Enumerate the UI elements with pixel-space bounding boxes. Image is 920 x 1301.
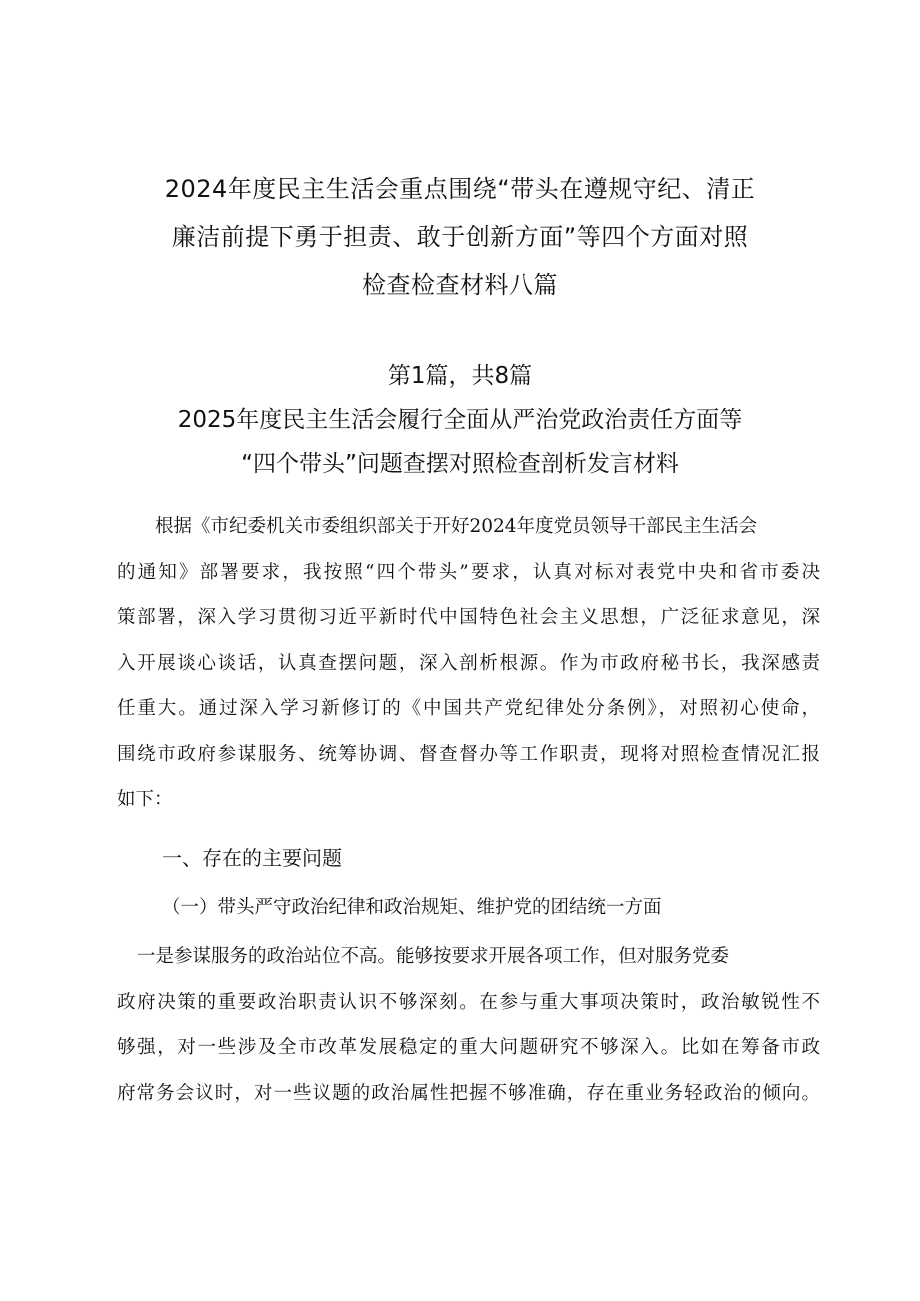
intro-paragraph (117, 504, 820, 823)
subtitle-line-2: “四个带头”问题查摆对照检查剖析发言材料 (241, 451, 679, 477)
article-header (0, 354, 920, 486)
section-heading: 一、存在的主要问题 (162, 846, 342, 870)
intro-line: 根据《市纪委机关市委组织部关于开好2024年度党员领导干部民主生活会 (155, 516, 758, 537)
part-label: 第1篇，共8篇 (387, 363, 533, 389)
subtitle-line-1: 2025年度民主生活会履行全面从严治党政治责任方面等 (177, 407, 743, 433)
point-line: 政府决策的重要政治职责认识不够深刻。在参与重大事项决策时，政治敏锐性不 (117, 991, 820, 1013)
intro-line: 任重大。通过深入学习新修订的《中国共产党纪律处分条例》，对照初心使命， (117, 698, 820, 719)
point-line: 一是参谋服务的政治站位不高。能够按要求开展各项工作，但对服务党委 (137, 946, 730, 967)
intro-line: 的通知》部署要求，我按照“四个带头”要求，认真对标对表党中央和省市委决 (117, 561, 820, 583)
point-paragraph (117, 934, 820, 1116)
intro-line: 策部署，深入学习贯彻习近平新时代中国特色社会主义思想，广泛征求意见，深 (117, 607, 820, 628)
title-line-2: 廉洁前提下勇于担责、敢于创新方面”等四个方面对照 (171, 223, 749, 251)
title-line-1: 2024年度民主生活会重点围绕“带头在遵规守纪、清正 (164, 175, 756, 203)
intro-line: 入开展谈心谈话，认真查摆问题，深入剖析根源。作为市政府秘书长，我深感责 (117, 652, 820, 674)
point-line: 府常务会议时，对一些议题的政治属性把握不够准确，存在重业务轻政治的倾向。 (117, 1082, 820, 1104)
title-line-3: 检查检查材料八篇 (362, 271, 558, 299)
point-line: 够强，对一些涉及全市改革发展稳定的重大问题研究不够深入。比如在筹备市政 (117, 1037, 820, 1058)
intro-line: 如下： (117, 789, 173, 810)
document-title (0, 165, 920, 309)
subsection-heading: （一）带头严守政治纪律和政治规矩、维护党的团结统一方面 (162, 897, 662, 918)
intro-line: 围绕市政府参谋服务、统筹协调、督查督办等工作职责，现将对照检查情况汇报 (117, 743, 820, 765)
